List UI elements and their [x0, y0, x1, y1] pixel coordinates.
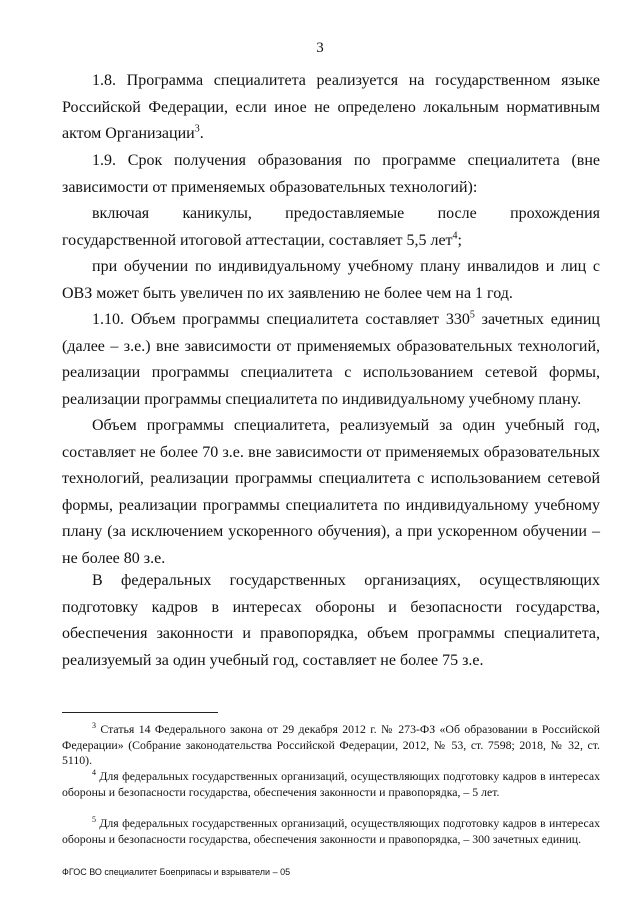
page-footer: ФГОС ВО специалитет Боеприпасы и взрыватели – 05 [62, 867, 291, 877]
footnote-ref-4: 4 [452, 230, 458, 242]
footnote-5: $^5$ Для федеральных государственных организаций, осуществляющих подготовку кадров в интересах обороны и безопасности государства, обеспечения законности и правопорядка, – 300 зачетных единиц. [62, 815, 600, 846]
paragraph-1-10: 1.10. Объем программы специалитета составляет $330^5$ зачетных единиц (далее – з.е.) вне зависимости от применяемых образовательных технологий, реализации программы специалитета с использованием сетевой формы, реализации программы специалитета по индивидуальному учебному плану. [62, 309, 600, 408]
footnote-3: $^3$ Статья 14 Федерального закона от 29 декабря 2012 г. № 273-ФЗ «Об образовании в Российской Федерации» (Собрание законодательства Российской Федерации, 2012, № 53, ст. 7598; 2018, № 32, ст. 5110). [62, 721, 600, 767]
page-number: 3 [316, 40, 324, 56]
paragraph-federal-orgs: В федеральных государственных организациях, осуществляющих подготовку кадров в интересах обороны и безопасности государства, обеспечения законности и правопорядка, объем программы специалитета, реализуемый за один учебный год, составляет не более 75 з.е. [62, 572, 600, 669]
footnote-4: $^4$ Для федеральных государственных организаций, осуществляющих подготовку кадров в интересах обороны и безопасности государства, обеспечения законности и правопорядка, – 5 лет. [62, 768, 600, 799]
paragraph-1-8: 1.8. Программа специалитета реализуется на государственном языке Российской Федерации, если иное не определено локальным нормативным актом Организации$^3$. [62, 72, 600, 142]
paragraph-1-9: 1.9. Срок получения образования по программе специалитета (вне зависимости от применяемых образовательных технологий): [62, 152, 600, 196]
footnote-ref-3: 3 [194, 123, 200, 135]
paragraph-individual-plan: при обучении по индивидуальному учебному плану инвалидов и лиц с ОВЗ может быть увеличен по их заявлению не более чем на 1 год. [62, 258, 600, 302]
footnote-ref-5: 5 [469, 309, 475, 321]
footnote-separator [62, 712, 218, 713]
paragraph-annual-volume: Объем программы специалитета, реализуемый за один учебный год, составляет не более 70 з.е. вне зависимости от применяемых образовательных технологий, реализации программы специалитета с использованием сетевой формы, реализации программы специалитета по индивидуальному учебному плану (за исключением ускоренного обучения), а при ускоренном обучении – не более 80 з.е. [62, 417, 600, 567]
paragraph-holidays: включая каникулы, предоставляемые после прохождения государственной итоговой аттестации, составляет 5,5 лет$^4$; [62, 205, 600, 249]
